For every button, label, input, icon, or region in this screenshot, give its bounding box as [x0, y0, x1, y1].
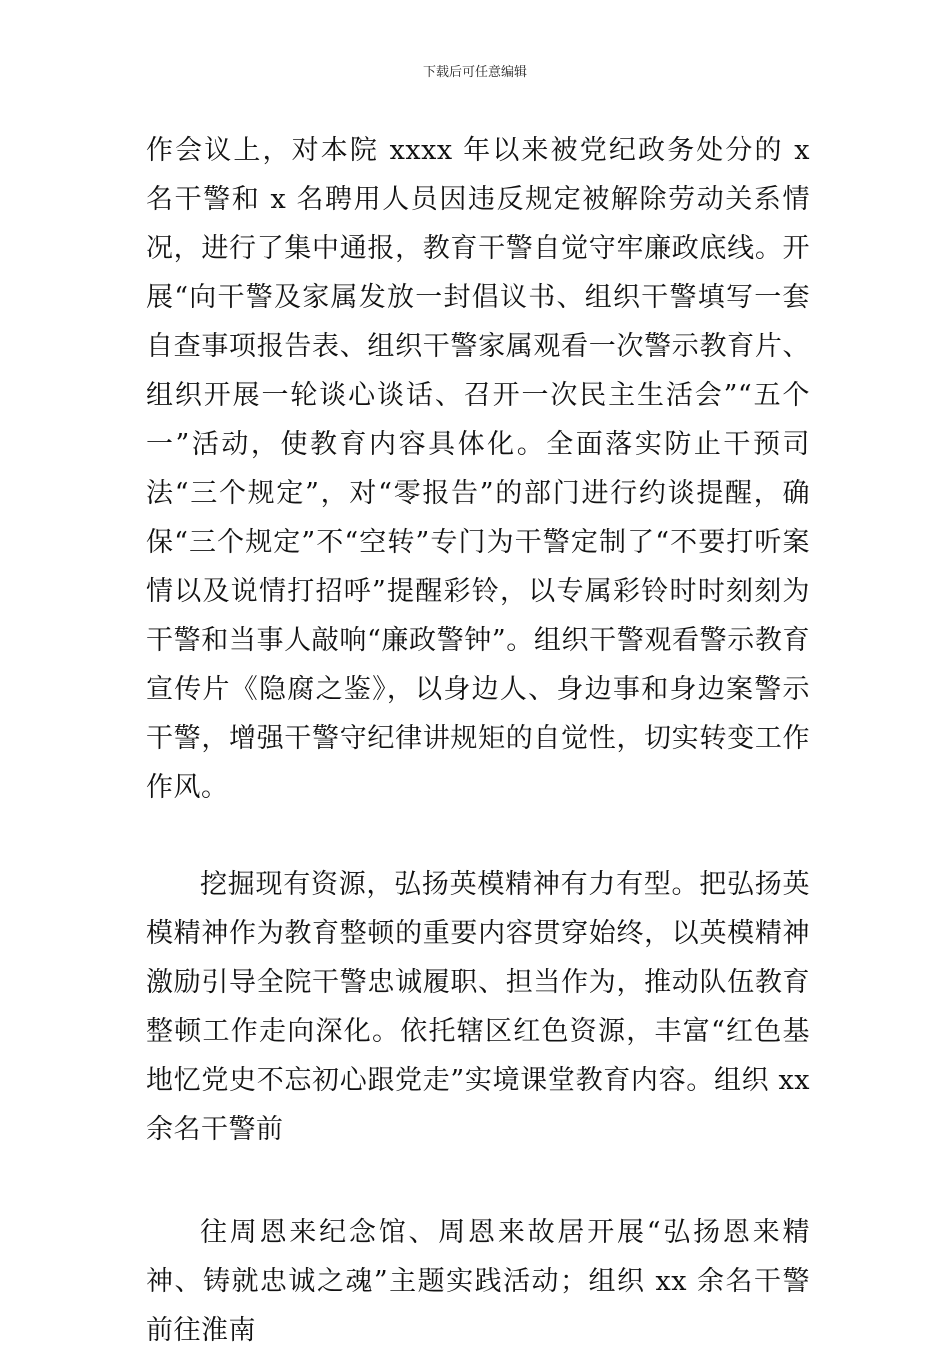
paragraph-3: 往周恩来纪念馆、周恩来故居开展“弘扬恩来精神、铸就忠诚之魂”主题实践活动；组织 xx 余名干警前往淮南: [146, 1217, 810, 1346]
paragraph-2: 挖掘现有资源，弘扬英模精神有力有型。把弘扬英模精神作为教育整顿的重要内容贯穿始终，以英模精神激励引导全院干警忠诚履职、担当作为，推动队伍教育整顿工作走向深化。依托辖区红色资源，丰富“红色基地忆党史不忘初心跟党走”实境课堂教育内容。组织 xx 余名干警前: [146, 869, 810, 1145]
paragraph-1: 作会议上，对本院 xxxx 年以来被党纪政务处分的 x 名干警和 x 名聘用人员因违反规定被解除劳动关系情况，进行了集中通报，教育干警自觉守牢廉政底线。开展“向干警及家属发放一封倡议书、组织干警填写一套自查事项报告表、组织干警家属观看一次警示教育片、组织开展一轮谈心谈话、召开一次民主生活会”“五个一”活动，使教育内容具体化。全面落实防止干预司法“三个规定”，对“零报告”的部门进行约谈提醒，确保“三个规定”不“空转”专门为干警定制了“不要打听案情以及说情打招呼”提醒彩铃，以专属彩铃时时刻刻为干警和当事人敲响“廉政警钟”。组织干警观看警示教育宣传片《隐腐之鉴》，以身边人、身边事和身边案警示干警，增强干警守纪律讲规矩的自觉性，切实转变工作作风。: [146, 135, 810, 803]
page-header: 下载后可任意编辑: [422, 65, 527, 80]
document-body: [146, 126, 810, 1355]
